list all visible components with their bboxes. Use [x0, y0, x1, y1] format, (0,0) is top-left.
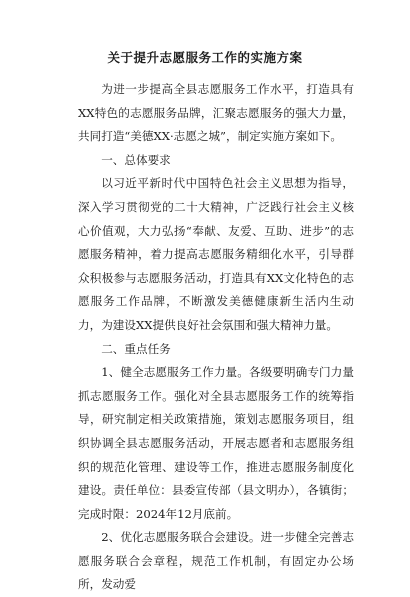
document-body: [78, 78, 354, 597]
section-heading-key-tasks: 二、重点任务: [101, 341, 171, 356]
intro-paragraph: 为进一步提高全县志愿服务工作水平，打造具有XX特色的志愿服务品牌，汇聚志愿服务的强大力量，共同打造“美德XX·志愿之城”，制定实施方案如下。: [78, 82, 354, 144]
section-heading-general-requirements: 一、总体要求: [101, 152, 171, 167]
task-2-paragraph: 2、优化志愿服务联合会建设。进一步健全完善志愿服务联合会章程，规范工作机制，有固定办公场所，发动爱: [78, 530, 354, 592]
document-title: 关于提升志愿服务工作的实施方案: [107, 50, 303, 65]
general-requirements-paragraph: 以习近平新时代中国特色社会主义思想为指导，深入学习贯彻党的二十大精神，广泛践行社会主义核心价值观，大力弘扬“奉献、友爱、互助、进步”的志愿服务精神，着力提高志愿服务精细化水平，引导群众积极参与志愿服务活动，打造具有XX文化特色的志愿服务工作品牌，不断激发美德健康新生活内生动力，为建设XX提供良好社会氛围和强大精神力量。: [78, 176, 354, 332]
task-1-paragraph: 1、健全志愿服务工作力量。各级要明确专门力量抓志愿服务工作。强化对全县志愿服务工作的统筹指导，研究制定相关政策措施，策划志愿服务项目，组织协调全县志愿服务活动，开展志愿者和志愿服务组织的规范化管理、建设等工作，推进志愿服务制度化建设。责任单位：县委宣传部（县文明办），各镇街；完成时限：2024年12月底前。: [78, 365, 354, 521]
